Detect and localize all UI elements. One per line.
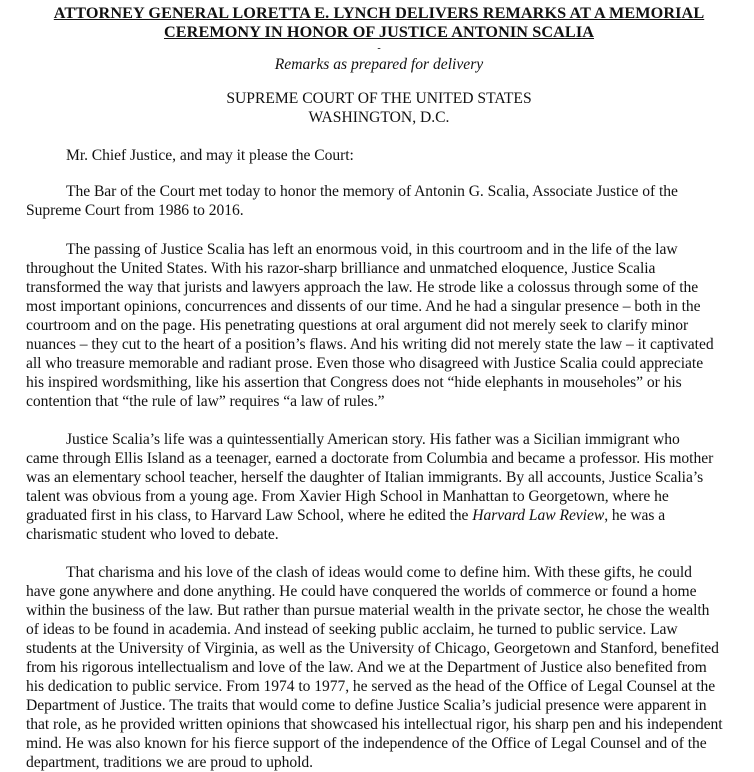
title-line-1: ATTORNEY GENERAL LORETTA E. LYNCH DELIVERS REMARKS AT A MEMORIAL	[53, 4, 705, 22]
venue-line-1: SUPREME COURT OF THE UNITED STATES	[226, 90, 532, 107]
paragraph-line: That charisma and his love of the clash of ideas would come to define him. With these gifts, he could	[66, 564, 692, 581]
venue-line-2: WASHINGTON, D.C.	[308, 108, 450, 126]
paragraph-line: was an elementary school teacher, herself the daughter of Italian immigrants. By all accounts, Justice Scalia’s	[26, 469, 704, 486]
paragraph-line: department, traditions we are proud to uphold.	[26, 754, 313, 771]
paragraph-line: his inspired wordsmithing, like his assertion that Congress does not “hide elephants in mouseholes” or his	[26, 374, 682, 391]
paragraph-line: from his rigorous intellectualism and love of the law. And we at the Department of Justice also benefited from	[26, 659, 707, 676]
paragraph-line: that role, as he provided written opinions that showcased his intellectual rigor, his sharp pen and his independent	[26, 716, 723, 733]
paragraph-line: his dedication to public service. From 1974 to 1977, he served as the head of the Office of Legal Counsel at the	[26, 678, 716, 695]
paragraph-line: The Bar of the Court met today to honor the memory of Antonin G. Scalia, Associate Justice of the	[66, 183, 678, 200]
paragraph-text: graduated first in his class, to Harvard Law School, where he edited the	[26, 507, 473, 524]
title-line-2: CEREMONY IN HONOR OF JUSTICE ANTONIN SCALIA	[163, 22, 595, 41]
journal-title: Harvard Law Review	[472, 507, 605, 524]
paragraph-line: The passing of Justice Scalia has left an enormous void, in this courtroom and in the life of the law	[66, 241, 678, 258]
paragraph-line: charismatic student who loved to debate.	[26, 526, 279, 543]
paragraph-line: Justice Scalia’s life was a quintessentially American story. His father was a Sicilian immigrant who	[66, 431, 680, 448]
venue	[26, 90, 732, 127]
paragraph-line: came through Ellis Island as a teenager, earned a doctorate from Columbia and became a professor. His mother	[26, 450, 714, 467]
paragraph-2	[26, 240, 732, 411]
paragraph-line: courtroom and on the page. His penetrating questions at oral argument did not merely seek to clarify minor	[26, 317, 689, 334]
paragraph-3	[26, 430, 732, 544]
paragraph-line: mind. He was also known for his fierce support of the independence of the Office of Legal Counsel and of the	[26, 735, 707, 752]
paragraph-4	[26, 563, 732, 772]
paragraph-line: all who treasure memorable and radiant prose. Even those who disagreed with Justice Scalia could appreciate	[26, 355, 704, 372]
salutation	[26, 146, 732, 165]
paragraph-line-mixed	[26, 506, 732, 525]
paragraph-line: have gone anywhere and done anything. He could have conquered the worlds of commerce or found a home	[26, 583, 697, 600]
paragraph-line: Supreme Court from 1986 to 2016.	[26, 202, 244, 219]
document-title	[26, 4, 732, 41]
paragraph-line: of ideas to be found in academia. And instead of seeking public acclaim, he turned to public service. Law	[26, 621, 678, 638]
paragraph-line: talent was obvious from a young age. From Xavier High School in Manhattan to Georgetown, where he	[26, 488, 669, 505]
paragraph-1	[26, 182, 732, 220]
paragraph-line: throughout the United States. With his razor-sharp brilliance and unmatched eloquence, Justice Scalia	[26, 260, 656, 277]
title-dash: -	[377, 43, 381, 54]
subtitle: Remarks as prepared for delivery	[274, 56, 484, 73]
paragraph-text: , he was a	[604, 507, 666, 524]
paragraph-line: nuances – they cut to the heart of a position’s flaws. And his writing did not merely state the law – it captivated	[26, 336, 714, 353]
paragraph-line: contention that “the rule of law” requires “a law of rules.”	[26, 393, 385, 410]
paragraph-line: transformed the way that jurists and lawyers approach the law. He strode like a colossus through some of the	[26, 279, 699, 296]
paragraph-line: most important opinions, concurrences and dissents of our time. And he had a singular presence – both in the	[26, 298, 701, 315]
salutation-line: Mr. Chief Justice, and may it please the Court:	[66, 147, 354, 164]
paragraph-line: students at the University of Virginia, as well as the University of Chicago, Georgetown and Stanford, benefited	[26, 640, 719, 657]
document-page	[0, 4, 754, 771]
paragraph-line: Department of Justice. The traits that would come to define Justice Scalia’s judicial presence were apparent in	[26, 697, 707, 714]
paragraph-line: within the business of the law. But rather than pursue material wealth in the private sector, he chose the wealth	[26, 602, 710, 619]
